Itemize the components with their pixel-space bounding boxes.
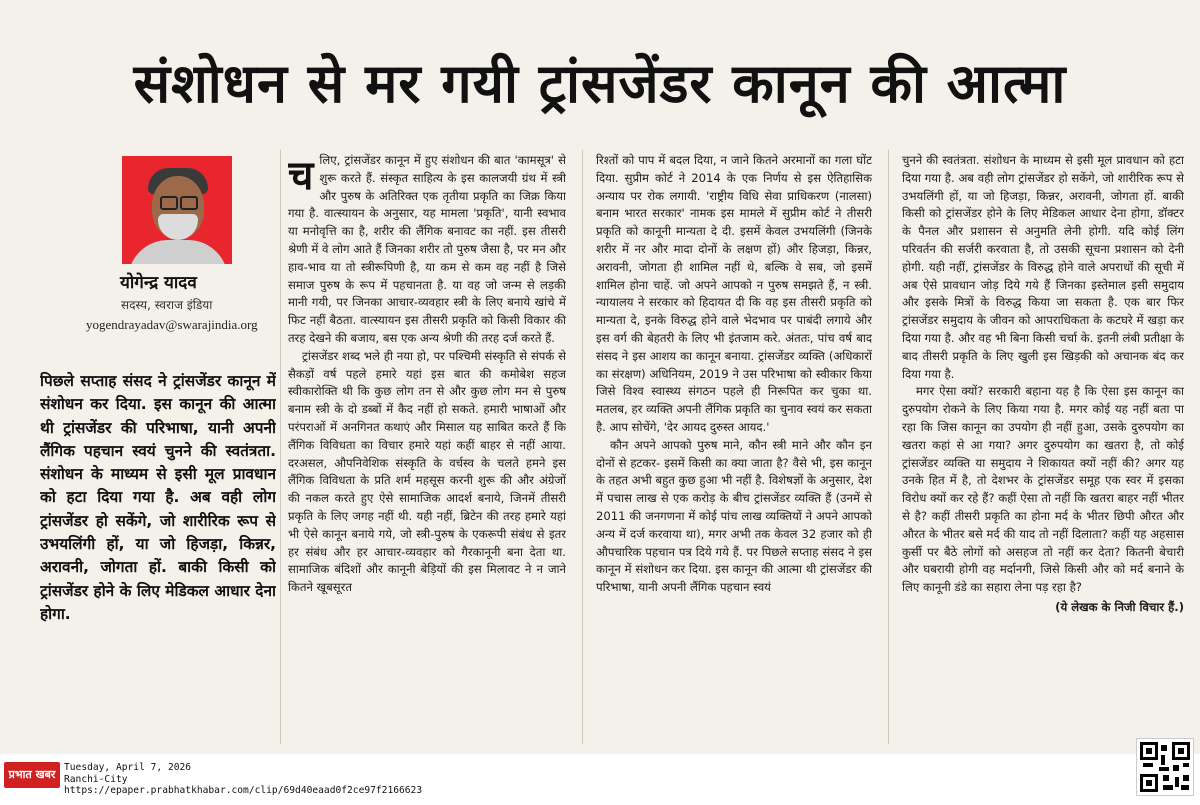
article-paragraph: लिए, ट्रांसजेंडर कानून में हुए संशोधन की बात 'कामसूत्र' से शुरू करते हैं. संस्कृत साहित्य के इस कालजयी ग्रंथ में स्त्री और पुरुष के अतिरिक्त एक तृतीया प्रकृति का जिक्र किया गया है. वात्स्यायन के अनुसार, यह मामला 'प्रकृति', यानी स्वभाव या मनोवृत्ति का है, शरीर की लैंगिक बनावट का नहीं. इस तीसरी श्रेणी में वे लोग आते हैं जिनका शरीर तो पुरुष जैसा है, पर मन और हाव-भाव या तो स्त्रीरूपिणी है, या कम से कम वह नहीं है जिसे समाज पुरुष के रूप में पहचानता है. या वह जो जन्म से लड़की मानी गयी, पर जिनका आचार-व्यवहार स्त्री के लिए बनाये खांचे में फिट नहीं बैठता. वात्स्यायन इस तीसरी प्रकृति को किसी विकार की तरह देखने की बजाय, बस एक अन्य श्रेणी की तरह दर्ज करते हैं. <box>288 153 566 345</box>
brand-logo: प्रभात खबर <box>4 762 60 788</box>
author-email: yogendrayadav@swarajindia.org <box>86 317 258 332</box>
column-divider <box>888 150 889 744</box>
article-paragraph: कौन अपने आपको पुरुष माने, कौन स्त्री माने और कौन इन दोनों से हटकर- इसमें किसी का क्या जाता है? वैसे भी, इस कानून के तहत अभी बहुत कुछ हुआ भी नहीं है. विशेषज्ञों के अनुसार, देश में पचास लाख से एक करोड़ के बीच ट्रांसजेंडर व्यक्ति हैं (उनमें से 2011 की जनगणना में कोई पांच लाख व्यक्तियों ने अपने आपको अन्य में दर्ज करवाया था), मगर अभी तक केवल 32 हजार को ही औपचारिक पहचान पत्र दिये गये हैं. पर पिछले सप्ताह संसद ने इस कानून में संशोधन कर दिया. इस कानून की आत्मा थी ट्रांसजेंडर की परिभाषा, यानी अपनी लैंगिक पहचान स्वयं <box>596 437 872 595</box>
article-paragraph: रिश्तों को पाप में बदल दिया, न जाने कितने अरमानों का गला घोंट दिया. सुप्रीम कोर्ट ने 2014 के एक निर्णय से इस ऐतिहासिक अन्याय पर रोक लगायी. 'राष्ट्रीय विधि सेवा प्राधिकरण (नालसा) बनाम भारत सरकार' नामक इस मामले में सुप्रीम कोर्ट ने तीसरी प्रकृति को कानूनी मान्यता दे दी. इसमें केवल उभयलिंगी (जिनके शरीर में नर और मादा दोनों के लक्षण हों) और हिजड़ा, किन्नर, अरावनी, जोगता ही शामिल नहीं थे, बल्कि वे सब, जो इसमें शामिल होना चाहें. जो अपने आपको न पुरुष समझते हैं, न स्त्री. न्यायालय ने सरकार को हिदायत दी कि वह इस तीसरी प्रकृति को मान्यता दे, इनके विरुद्ध होने वाले भेदभाव पर पाबंदी लगाये और इस वर्ग की बेहतरी के लिए भी इंतजाम करे. अंततः, पांच वर्ष बाद संसद ने इस आशय का कानून बनाया. ट्रांसजेंडर व्यक्ति (अधिकारों का संरक्षण) अधिनियम, 2019 ने उस परिभाषा को स्वीकार किया जिसे विश्व स्वास्थ्य संगठन पहले ही निरूपित कर चुका था. मतलब, हर व्यक्ति अपनी लैंगिक प्रकृति का चुनाव स्वयं कर सकता है. आप सोचेंगे, 'देर आयद दुरुस्त आयद.' <box>596 153 872 434</box>
pull-quote: पिछले सप्ताह संसद ने ट्रांसजेंडर कानून में संशोधन कर दिया. इस कानून की आत्मा थी ट्रांसजेंडर की परिभाषा, यानी अपनी लैंगिक पहचान स्वयं चुनने की स्वतंत्रता. संशोधन के माध्यम से इसी मूल प्रावधान को हटा दिया गया है. अब वही लोग ट्रांसजेंडर हो सकेंगे, जो शारीरिक रूप से उभयलिंगी हों, या जो हिजड़ा, किन्नर, अरावनी, जोगता हों. बाकी किसी को ट्रांसजेंडर होने के लिए मेडिकल आधार देना होगा. <box>40 372 276 623</box>
disclaimer: (ये लेखक के निजी विचार हैं.) <box>1055 599 1184 614</box>
article-paragraph: ट्रांसजेंडर शब्द भले ही नया हो, पर पश्चिमी संस्कृति से संपर्क से सैकड़ों वर्ष पहले हमारे यहां इस बात की कमोबेश सहज स्वीकारोक्ति थी कि कुछ लोग तन से और कुछ लोग मन से पुरुष बनाम स्त्री के दो डब्बों में कैद नहीं हो सकते. हमारी भाषाओं और परंपराओं में अनगिनत कथाएं और मिसाल यह साबित करते हैं कि लैंगिक विविधता का विचार हमारे यहां कहीं बाहर से नहीं आया. दरअसल, औपनिवेशिक संस्कृति के वर्चस्व के चलते हमने इस लैंगिक विविधता के प्रति शर्म महसूस करनी शुरू की और अंग्रेजों की नकल करते हुए ऐसे सामाजिक आदर्श बनाये, जिनमें तीसरी प्रकृति के लिए जगह नहीं थी. यही नहीं, ब्रिटेन की तरह हमारे यहां भी ऐसे कानून बनाये गये, जो स्त्री-पुरुष के एकरूपी संबंध से इतर हर संबंध और हर आचार-व्यवहार को गैरकानूनी बना देता था. सामाजिक बंदिशों और कानूनी बेड़ियों की इस मिलावट ने न जाने कितने खूबसूरत <box>288 348 566 595</box>
author-name: योगेन्द्र यादव <box>120 273 197 293</box>
clip-url[interactable]: https://epaper.prabhatkhabar.com/clip/69d40eaad0f2ce97f2166623 <box>64 785 423 797</box>
article-column-3 <box>902 152 1184 742</box>
headline: संशोधन से मर गयी ट्रांसजेंडर कानून की आत्मा <box>133 52 1067 115</box>
qr-code[interactable] <box>1136 738 1194 796</box>
clip-edition: Ranchi-City <box>64 773 128 785</box>
drop-cap: च <box>288 153 314 199</box>
author-photo <box>122 156 232 264</box>
article-paragraph: मगर ऐसा क्यों? सरकारी बहाना यह है कि ऐसा इस कानून का दुरुपयोग रोकने के लिए किया गया है. मगर कोई यह नहीं बता पा रहा कि जिस कानून का उपयोग ही नहीं हुआ, उसके दुरुपयोग का खतरा कहां से आ गया? अगर दुरुपयोग का खतरा है, तो कोई ट्रांसजेंडर व्यक्ति या समुदाय ने शिकायत क्यों नहीं की? अगर यह उनके हित में है, तो देशभर के ट्रांसजेंडर समूह एक स्वर में इसका विरोध क्यों कर रहे हैं? कहीं ऐसा तो नहीं कि खतरा बाहर नहीं भीतर से है? कहीं तीसरी प्रकृति का होना मर्द के भीतर छिपी औरत और औरत के भीतर बसे मर्द की याद तो नहीं दिलाता? कहीं यह अहसास कुर्सी पर बैठे लोगों को असहज तो नहीं कर देता? कितनी बेचारी और घबरायी होगी वह मर्दानगी, जिसे किसी और को मर्द बनाने के लिए कानूनी डंडे का सहारा लेना पड़ रहा है? <box>902 384 1184 595</box>
article-column-1 <box>288 152 566 742</box>
column-divider <box>280 150 281 744</box>
column-divider <box>582 150 583 744</box>
article-paragraph: चुनने की स्वतंत्रता. संशोधन के माध्यम से इसी मूल प्रावधान को हटा दिया गया है. अब वही लोग ट्रांसजेंडर हो सकेंगे, जो शारीरिक रूप से उभयलिंगी हों, या जो हिजड़ा, किन्नर, अरावनी, जोगता हों. बाकी किसी को ट्रांसजेंडर होने के लिए मेडिकल आधार देना होगा, डॉक्टर के पैनल और प्रशासन से अनुमति लेनी होगी. यदि कोई लिंग परिवर्तन की सर्जरी करवाता है, तो उसकी सूचना प्रशासन को देनी होगी. यही नहीं, ट्रांसजेंडर के विरुद्ध होने वाले अपराधों की सूची में अब ऐसे प्रावधान जोड़ दिये गये हैं जिनका इस्तेमाल इसी समुदाय और इसके मित्रों के विरुद्ध किया जा सकता है. एक बार फिर ट्रांसजेंडर समुदाय के जीवन को आपराधिकता के कटघरे में खड़ा कर दिया गया है. और वह भी बिना किसी चर्चा के. इतनी लंबी प्रतीक्षा के बाद तीसरी प्रकृति के लिए खुली इस खिड़की को अचानक बंद कर दिया गया है. <box>902 153 1184 381</box>
clip-date: Tuesday, April 7, 2026 <box>64 762 192 773</box>
article-column-2 <box>596 152 872 742</box>
author-role: सदस्य, स्वराज इंडिया <box>121 298 213 312</box>
clip-meta <box>64 762 422 797</box>
